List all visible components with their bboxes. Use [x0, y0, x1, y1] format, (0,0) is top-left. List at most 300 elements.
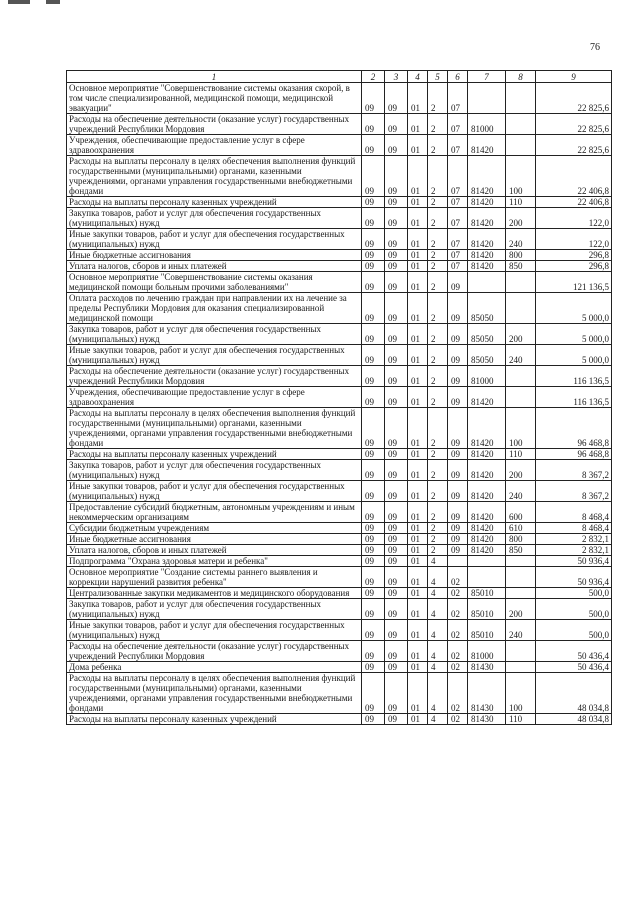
- code-section: 09: [385, 114, 408, 135]
- code-event: 02: [448, 662, 468, 673]
- code-subprogram: 2: [428, 135, 448, 156]
- code-section: 09: [385, 545, 408, 556]
- code-subprogram: 2: [428, 83, 448, 114]
- code-direction: 81000: [468, 114, 506, 135]
- row-name: Иные закупки товаров, работ и услуг для обеспечения государственных (муниципальных) нужд: [67, 345, 362, 366]
- code-section: 09: [385, 481, 408, 502]
- code-expense-type: [506, 366, 536, 387]
- code-section: 09: [385, 261, 408, 272]
- code-section: 09: [385, 293, 408, 324]
- code-subprogram: 2: [428, 197, 448, 208]
- table-row: [67, 662, 612, 673]
- col-header: 4: [408, 71, 428, 83]
- row-name: Расходы на выплаты персоналу в целях обеспечения выполнения функций государственными (муниципальными) органами, казенными учреждениями, органами управления государственными внебюджетными фондами: [67, 156, 362, 197]
- table-row: [67, 556, 612, 567]
- row-name: Закупка товаров, работ и услуг для обеспечения государственных (муниципальных) нужд: [67, 324, 362, 345]
- code-direction: 81430: [468, 714, 506, 725]
- code-expense-type: [506, 114, 536, 135]
- code-ministry: 09: [362, 197, 385, 208]
- code-expense-type: 600: [506, 502, 536, 523]
- code-event: 02: [448, 714, 468, 725]
- code-expense-type: 240: [506, 345, 536, 366]
- row-amount: 22 825,6: [536, 114, 612, 135]
- row-name: Централизованные закупки медикаментов и медицинского оборудования: [67, 588, 362, 599]
- row-name: Иные бюджетные ассигнования: [67, 534, 362, 545]
- code-section: 09: [385, 366, 408, 387]
- table-row: [67, 502, 612, 523]
- code-subsection: 01: [408, 523, 428, 534]
- code-event: 07: [448, 156, 468, 197]
- code-subsection: 01: [408, 714, 428, 725]
- col-header: 3: [385, 71, 408, 83]
- row-amount: 96 468,8: [536, 408, 612, 449]
- col-header: 8: [506, 71, 536, 83]
- code-subprogram: 4: [428, 673, 448, 714]
- code-subsection: 01: [408, 502, 428, 523]
- code-expense-type: 200: [506, 324, 536, 345]
- code-event: 02: [448, 567, 468, 588]
- code-expense-type: [506, 567, 536, 588]
- code-subsection: 01: [408, 345, 428, 366]
- code-event: 09: [448, 324, 468, 345]
- code-expense-type: [506, 662, 536, 673]
- code-ministry: 09: [362, 481, 385, 502]
- code-section: 09: [385, 567, 408, 588]
- code-subprogram: 2: [428, 408, 448, 449]
- table-row: [67, 620, 612, 641]
- row-amount: 22 825,6: [536, 83, 612, 114]
- code-subprogram: 2: [428, 261, 448, 272]
- code-subprogram: 2: [428, 324, 448, 345]
- table-row: [67, 567, 612, 588]
- table-row: [67, 387, 612, 408]
- code-direction: [468, 272, 506, 293]
- row-amount: 48 034,8: [536, 673, 612, 714]
- table-row: [67, 345, 612, 366]
- code-expense-type: 100: [506, 408, 536, 449]
- row-amount: 22 825,6: [536, 135, 612, 156]
- table-row: [67, 135, 612, 156]
- row-name: Основное мероприятие "Создание системы раннего выявления и коррекции нарушений развития ребенка": [67, 567, 362, 588]
- code-subsection: 01: [408, 460, 428, 481]
- code-subprogram: 2: [428, 449, 448, 460]
- row-amount: 5 000,0: [536, 324, 612, 345]
- code-event: 07: [448, 135, 468, 156]
- code-section: 09: [385, 229, 408, 250]
- code-event: 09: [448, 449, 468, 460]
- code-subprogram: 2: [428, 481, 448, 502]
- code-subprogram: 2: [428, 229, 448, 250]
- code-event: 09: [448, 366, 468, 387]
- code-subsection: 01: [408, 408, 428, 449]
- row-amount: 121 136,5: [536, 272, 612, 293]
- row-amount: 8 468,4: [536, 523, 612, 534]
- code-subprogram: 4: [428, 567, 448, 588]
- row-amount: 50 436,4: [536, 641, 612, 662]
- row-amount: 8 367,2: [536, 460, 612, 481]
- code-direction: 81420: [468, 250, 506, 261]
- code-direction: 81420: [468, 545, 506, 556]
- code-event: 07: [448, 114, 468, 135]
- code-subsection: 01: [408, 534, 428, 545]
- table-row: [67, 229, 612, 250]
- row-amount: 5 000,0: [536, 293, 612, 324]
- code-direction: 81000: [468, 641, 506, 662]
- code-event: 02: [448, 588, 468, 599]
- code-ministry: 09: [362, 408, 385, 449]
- code-section: 09: [385, 83, 408, 114]
- row-name: Закупка товаров, работ и услуг для обеспечения государственных (муниципальных) нужд: [67, 208, 362, 229]
- row-name: Расходы на обеспечение деятельности (оказание услуг) государственных учреждений Республики Мордовия: [67, 114, 362, 135]
- code-subsection: 01: [408, 449, 428, 460]
- code-expense-type: 240: [506, 620, 536, 641]
- code-subprogram: 2: [428, 272, 448, 293]
- code-ministry: 09: [362, 460, 385, 481]
- code-ministry: 09: [362, 641, 385, 662]
- code-subsection: 01: [408, 588, 428, 599]
- code-subsection: 01: [408, 620, 428, 641]
- code-direction: 85050: [468, 324, 506, 345]
- code-direction: 81430: [468, 673, 506, 714]
- code-subprogram: 2: [428, 208, 448, 229]
- code-expense-type: 800: [506, 250, 536, 261]
- code-ministry: 09: [362, 156, 385, 197]
- code-direction: 81420: [468, 481, 506, 502]
- code-section: 09: [385, 449, 408, 460]
- budget-table: [66, 70, 612, 725]
- code-subsection: 01: [408, 197, 428, 208]
- row-name: Учреждения, обеспечивающие предоставление услуг в сфере здравоохранения: [67, 135, 362, 156]
- code-expense-type: [506, 135, 536, 156]
- code-event: 09: [448, 523, 468, 534]
- code-subsection: 01: [408, 556, 428, 567]
- row-amount: 22 406,8: [536, 156, 612, 197]
- code-section: 09: [385, 408, 408, 449]
- code-ministry: 09: [362, 261, 385, 272]
- code-expense-type: 850: [506, 545, 536, 556]
- row-name: Иные бюджетные ассигнования: [67, 250, 362, 261]
- table-row: [67, 408, 612, 449]
- code-subprogram: 2: [428, 156, 448, 197]
- code-section: 09: [385, 588, 408, 599]
- code-subprogram: 4: [428, 620, 448, 641]
- row-name: Учреждения, обеспечивающие предоставление услуг в сфере здравоохранения: [67, 387, 362, 408]
- row-name: Расходы на выплаты персоналу в целях обеспечения выполнения функций государственными (муниципальными) органами, казенными учреждениями, органами управления государственными внебюджетными фондами: [67, 673, 362, 714]
- row-amount: 50 936,4: [536, 567, 612, 588]
- code-subsection: 01: [408, 156, 428, 197]
- code-section: 09: [385, 197, 408, 208]
- code-event: 09: [448, 408, 468, 449]
- code-event: [448, 556, 468, 567]
- code-section: 09: [385, 345, 408, 366]
- code-section: 09: [385, 556, 408, 567]
- code-ministry: 09: [362, 588, 385, 599]
- code-ministry: 09: [362, 620, 385, 641]
- code-ministry: 09: [362, 83, 385, 114]
- code-subprogram: 4: [428, 641, 448, 662]
- row-amount: 22 406,8: [536, 197, 612, 208]
- row-amount: 116 136,5: [536, 387, 612, 408]
- code-event: 02: [448, 620, 468, 641]
- row-amount: 500,0: [536, 620, 612, 641]
- code-ministry: 09: [362, 366, 385, 387]
- code-event: 09: [448, 534, 468, 545]
- code-expense-type: 100: [506, 156, 536, 197]
- code-subprogram: 2: [428, 345, 448, 366]
- scan-edge-artifact: [8, 0, 78, 6]
- page-number: 76: [590, 42, 600, 53]
- code-ministry: 09: [362, 114, 385, 135]
- col-header: 1: [67, 71, 362, 83]
- row-name: Оплата расходов по лечению граждан при направлении их на лечение за пределы Республики Мордовия для оказания специализированной медицинской помощи: [67, 293, 362, 324]
- code-expense-type: 850: [506, 261, 536, 272]
- row-name: Закупка товаров, работ и услуг для обеспечения государственных (муниципальных) нужд: [67, 599, 362, 620]
- code-event: 09: [448, 502, 468, 523]
- table-row: [67, 324, 612, 345]
- code-event: 07: [448, 208, 468, 229]
- code-subprogram: 2: [428, 366, 448, 387]
- table-row: [67, 523, 612, 534]
- row-name: Уплата налогов, сборов и иных платежей: [67, 545, 362, 556]
- code-direction: 81420: [468, 408, 506, 449]
- code-ministry: 09: [362, 324, 385, 345]
- row-amount: 5 000,0: [536, 345, 612, 366]
- code-subprogram: 2: [428, 502, 448, 523]
- code-section: 09: [385, 673, 408, 714]
- code-section: 09: [385, 387, 408, 408]
- code-direction: 81420: [468, 502, 506, 523]
- col-header: 7: [468, 71, 506, 83]
- code-subprogram: 4: [428, 588, 448, 599]
- code-section: 09: [385, 502, 408, 523]
- code-subsection: 01: [408, 599, 428, 620]
- code-ministry: 09: [362, 449, 385, 460]
- code-section: 09: [385, 662, 408, 673]
- code-event: 09: [448, 293, 468, 324]
- code-section: 09: [385, 324, 408, 345]
- row-amount: 50 936,4: [536, 556, 612, 567]
- code-subprogram: 4: [428, 662, 448, 673]
- table-row: [67, 366, 612, 387]
- code-expense-type: [506, 387, 536, 408]
- code-direction: 81420: [468, 449, 506, 460]
- code-subsection: 01: [408, 545, 428, 556]
- code-direction: 85010: [468, 599, 506, 620]
- row-amount: 8 367,2: [536, 481, 612, 502]
- code-subprogram: 2: [428, 293, 448, 324]
- code-ministry: 09: [362, 345, 385, 366]
- row-name: Уплата налогов, сборов и иных платежей: [67, 261, 362, 272]
- code-expense-type: [506, 641, 536, 662]
- row-amount: 500,0: [536, 599, 612, 620]
- code-section: 09: [385, 208, 408, 229]
- table-row: [67, 261, 612, 272]
- code-subsection: 01: [408, 293, 428, 324]
- code-direction: 81420: [468, 534, 506, 545]
- code-ministry: 09: [362, 387, 385, 408]
- table-row: [67, 250, 612, 261]
- code-ministry: 09: [362, 545, 385, 556]
- code-subprogram: 4: [428, 556, 448, 567]
- code-ministry: 09: [362, 662, 385, 673]
- code-subprogram: 2: [428, 460, 448, 481]
- col-header: 6: [448, 71, 468, 83]
- code-direction: 81420: [468, 261, 506, 272]
- table-row: [67, 599, 612, 620]
- code-ministry: 09: [362, 556, 385, 567]
- code-event: 09: [448, 545, 468, 556]
- row-amount: 48 034,8: [536, 714, 612, 725]
- code-section: 09: [385, 534, 408, 545]
- table-row: [67, 272, 612, 293]
- code-expense-type: [506, 272, 536, 293]
- code-ministry: 09: [362, 272, 385, 293]
- code-event: 09: [448, 481, 468, 502]
- col-header: 9: [536, 71, 612, 83]
- table-row: [67, 114, 612, 135]
- table-row: [67, 545, 612, 556]
- row-name: Расходы на выплаты персоналу казенных учреждений: [67, 197, 362, 208]
- code-expense-type: 110: [506, 714, 536, 725]
- code-ministry: 09: [362, 673, 385, 714]
- code-event: 02: [448, 673, 468, 714]
- code-expense-type: 200: [506, 460, 536, 481]
- code-subsection: 01: [408, 135, 428, 156]
- code-event: 09: [448, 387, 468, 408]
- code-event: 02: [448, 641, 468, 662]
- code-subsection: 01: [408, 208, 428, 229]
- code-event: 09: [448, 460, 468, 481]
- code-subsection: 01: [408, 114, 428, 135]
- code-direction: 81420: [468, 523, 506, 534]
- table-row: [67, 714, 612, 725]
- table-row: [67, 197, 612, 208]
- code-subsection: 01: [408, 641, 428, 662]
- row-name: Основное мероприятие "Совершенствование системы оказания скорой, в том числе специализированной, медицинской помощи, медицинской эвакуации": [67, 83, 362, 114]
- table-row: [67, 208, 612, 229]
- code-event: 07: [448, 250, 468, 261]
- code-expense-type: 110: [506, 197, 536, 208]
- row-name: Иные закупки товаров, работ и услуг для обеспечения государственных (муниципальных) нужд: [67, 620, 362, 641]
- row-amount: 96 468,8: [536, 449, 612, 460]
- code-subsection: 01: [408, 567, 428, 588]
- row-amount: 50 436,4: [536, 662, 612, 673]
- code-ministry: 09: [362, 523, 385, 534]
- code-subsection: 01: [408, 250, 428, 261]
- row-amount: 2 832,1: [536, 545, 612, 556]
- code-direction: [468, 83, 506, 114]
- row-amount: 2 832,1: [536, 534, 612, 545]
- code-event: 07: [448, 261, 468, 272]
- code-direction: 85010: [468, 620, 506, 641]
- code-section: 09: [385, 714, 408, 725]
- row-name: Иные закупки товаров, работ и услуг для обеспечения государственных (муниципальных) нужд: [67, 229, 362, 250]
- code-direction: 81420: [468, 135, 506, 156]
- table-row: [67, 156, 612, 197]
- code-subsection: 01: [408, 387, 428, 408]
- code-ministry: 09: [362, 229, 385, 250]
- code-direction: 81420: [468, 208, 506, 229]
- row-name: Дома ребенка: [67, 662, 362, 673]
- table-row: [67, 641, 612, 662]
- row-name: Субсидии бюджетным учреждениям: [67, 523, 362, 534]
- code-direction: 81000: [468, 366, 506, 387]
- code-subsection: 01: [408, 481, 428, 502]
- code-event: 07: [448, 197, 468, 208]
- code-ministry: 09: [362, 208, 385, 229]
- code-ministry: 09: [362, 250, 385, 261]
- code-subsection: 01: [408, 83, 428, 114]
- table-header-row: [67, 71, 612, 83]
- code-direction: 85010: [468, 588, 506, 599]
- code-ministry: 09: [362, 135, 385, 156]
- table-row: [67, 588, 612, 599]
- table-row: [67, 293, 612, 324]
- code-subsection: 01: [408, 261, 428, 272]
- code-section: 09: [385, 599, 408, 620]
- code-expense-type: 240: [506, 229, 536, 250]
- code-subprogram: 2: [428, 534, 448, 545]
- row-name: Расходы на обеспечение деятельности (оказание услуг) государственных учреждений Республики Мордовия: [67, 641, 362, 662]
- row-name: Основное мероприятие "Совершенствование системы оказания медицинской помощи больным прочими заболеваниями": [67, 272, 362, 293]
- code-section: 09: [385, 460, 408, 481]
- code-direction: 81420: [468, 229, 506, 250]
- code-subprogram: 2: [428, 387, 448, 408]
- code-direction: 81420: [468, 387, 506, 408]
- code-expense-type: 200: [506, 208, 536, 229]
- row-name: Расходы на обеспечение деятельности (оказание услуг) государственных учреждений Республики Мордовия: [67, 366, 362, 387]
- code-expense-type: 610: [506, 523, 536, 534]
- code-ministry: 09: [362, 714, 385, 725]
- code-expense-type: 110: [506, 449, 536, 460]
- table-row: [67, 673, 612, 714]
- code-event: 07: [448, 229, 468, 250]
- row-name: Расходы на выплаты персоналу казенных учреждений: [67, 714, 362, 725]
- code-subsection: 01: [408, 229, 428, 250]
- row-name: Подпрограмма "Охрана здоровья матери и ребенка": [67, 556, 362, 567]
- col-header: 5: [428, 71, 448, 83]
- code-subsection: 01: [408, 324, 428, 345]
- code-direction: [468, 556, 506, 567]
- code-subsection: 01: [408, 662, 428, 673]
- code-expense-type: [506, 588, 536, 599]
- code-subprogram: 4: [428, 599, 448, 620]
- code-subsection: 01: [408, 366, 428, 387]
- row-amount: 116 136,5: [536, 366, 612, 387]
- code-expense-type: 200: [506, 599, 536, 620]
- row-amount: 8 468,4: [536, 502, 612, 523]
- code-direction: 85050: [468, 293, 506, 324]
- code-subprogram: 2: [428, 545, 448, 556]
- table-row: [67, 83, 612, 114]
- table-row: [67, 460, 612, 481]
- code-direction: 81420: [468, 197, 506, 208]
- code-expense-type: [506, 83, 536, 114]
- code-event: 09: [448, 272, 468, 293]
- code-expense-type: 100: [506, 673, 536, 714]
- row-amount: 296,8: [536, 250, 612, 261]
- code-direction: 81420: [468, 156, 506, 197]
- row-amount: 296,8: [536, 261, 612, 272]
- code-subprogram: 2: [428, 114, 448, 135]
- code-event: 02: [448, 599, 468, 620]
- code-section: 09: [385, 250, 408, 261]
- row-amount: 122,0: [536, 208, 612, 229]
- code-section: 09: [385, 641, 408, 662]
- table-row: [67, 481, 612, 502]
- table-body: [67, 83, 612, 725]
- code-subprogram: 2: [428, 250, 448, 261]
